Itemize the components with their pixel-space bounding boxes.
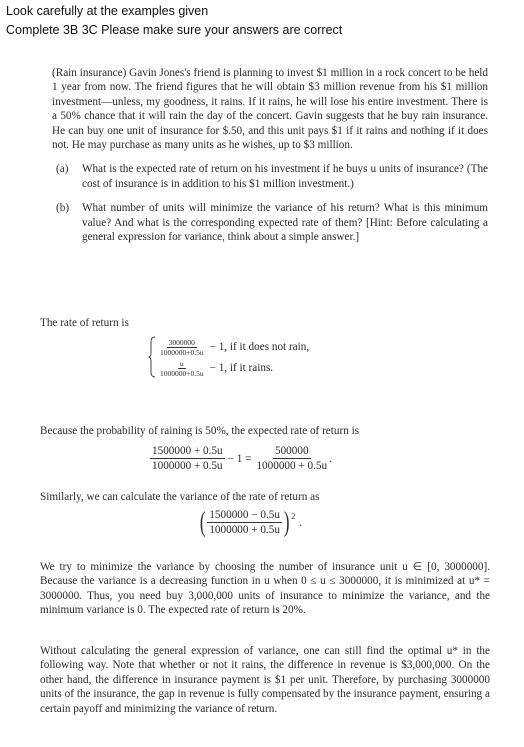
case-rain xyxy=(158,358,309,378)
var-exponent: 2 xyxy=(291,512,296,521)
case1-condition: − 1, if it does not rain, xyxy=(209,340,310,353)
right-paren: ) xyxy=(283,506,290,538)
solution-paragraph-1: We try to minimize the variance by choosing the number of insurance unit u ∈ [0, 3000000]. Because the variance is a decreasing function in u when 0 ≤ u ≤ 3000000, it is minimized at u* = 3000000. Thus, you need buy 3,000,000 units of insurance to minimize the variance, and the minimum variance is 0. The expected rate of return is 20%. xyxy=(40,561,490,617)
var-denominator: 1000000 + 0.5u xyxy=(209,524,280,537)
question-header xyxy=(6,2,342,40)
part-b-label: (b) xyxy=(56,202,70,215)
variance-intro: Similarly, we can calculate the variance of the rate of return as xyxy=(40,491,320,503)
expected-intro: Because the probability of raining is 50%, the expected rate of return is xyxy=(40,425,360,437)
part-a-text: What is the expected rate of return on his investment if he buys u units of insurance? (The cost of insurance is in addition to his $1 million investment.) xyxy=(82,163,488,190)
rate-intro: The rate of return is xyxy=(40,317,129,329)
case-no-rain xyxy=(158,336,309,358)
exp-numerator-1: 1500000 + 0.5u xyxy=(150,444,225,459)
var-numerator: 1500000 − 0.5u xyxy=(207,508,282,523)
problem-intro: (Rain insurance) Gavin Jones's friend is planning to invest $1 million in a rock concert to be held 1 year from now. The friend figures that he will obtain $3 million revenue from his $1 million investment—unless, my goodness, it rains. If it rains, he will lose his entire investment. There is a 50% chance that it will rain the day of the concert. Gavin suggests that he buy rain insurance. He can buy one unit of insurance for $.50, and this unit pays $1 if it rains and nothing if it does not. He may purchase as many units as he wishes, up to $3 million. xyxy=(52,67,488,152)
case2-numerator: u xyxy=(179,358,184,368)
rate-cases xyxy=(148,336,448,378)
exp-middle: − 1 = xyxy=(227,452,252,465)
exp-numerator-2: 500000 xyxy=(273,444,311,459)
problem-statement xyxy=(52,66,488,244)
left-paren: ( xyxy=(199,506,206,538)
exp-end: . xyxy=(329,452,332,465)
part-b-text: What number of units will minimize the variance of his return? What is this minimum value? And what is the corresponding expected rate of them? [Hint: Before calculating a general expression for variance, think about a simple answer.] xyxy=(82,202,488,244)
part-a xyxy=(52,162,488,191)
part-b xyxy=(52,201,488,244)
case2-condition: − 1, if it rains. xyxy=(209,361,274,374)
solution-paragraph-2: Without calculating the general expression of variance, one can still find the optimal u* in the following way. Note that whether or not it rains, the difference in revenue is $3,000,000. On the other hand, the difference in insurance payment is $1 per unit. Therefore, by purchasing 3000000 units of the insurance, the gap in revenue is fully compensated by the insurance payment, ensuring a certain payoff and minimizing the variance of return. xyxy=(40,645,490,715)
part-a-label: (a) xyxy=(56,163,69,176)
case1-numerator: 3000000 xyxy=(168,337,195,347)
exp-denominator-2: 1000000 + 0.5u xyxy=(256,460,328,473)
expected-equation xyxy=(150,444,450,474)
header-line-2: Complete 3B 3C Please make sure your answers are correct xyxy=(6,23,343,37)
left-brace xyxy=(148,336,156,378)
case2-denominator: 1000000+0.5u xyxy=(160,368,204,378)
header-line-1: Look carefully at the examples given xyxy=(6,4,209,18)
exp-denominator-1: 1000000 + 0.5u xyxy=(152,460,223,473)
case1-denominator: 1000000+0.5u xyxy=(160,347,204,357)
var-end: . xyxy=(299,516,303,529)
variance-equation xyxy=(198,508,398,538)
